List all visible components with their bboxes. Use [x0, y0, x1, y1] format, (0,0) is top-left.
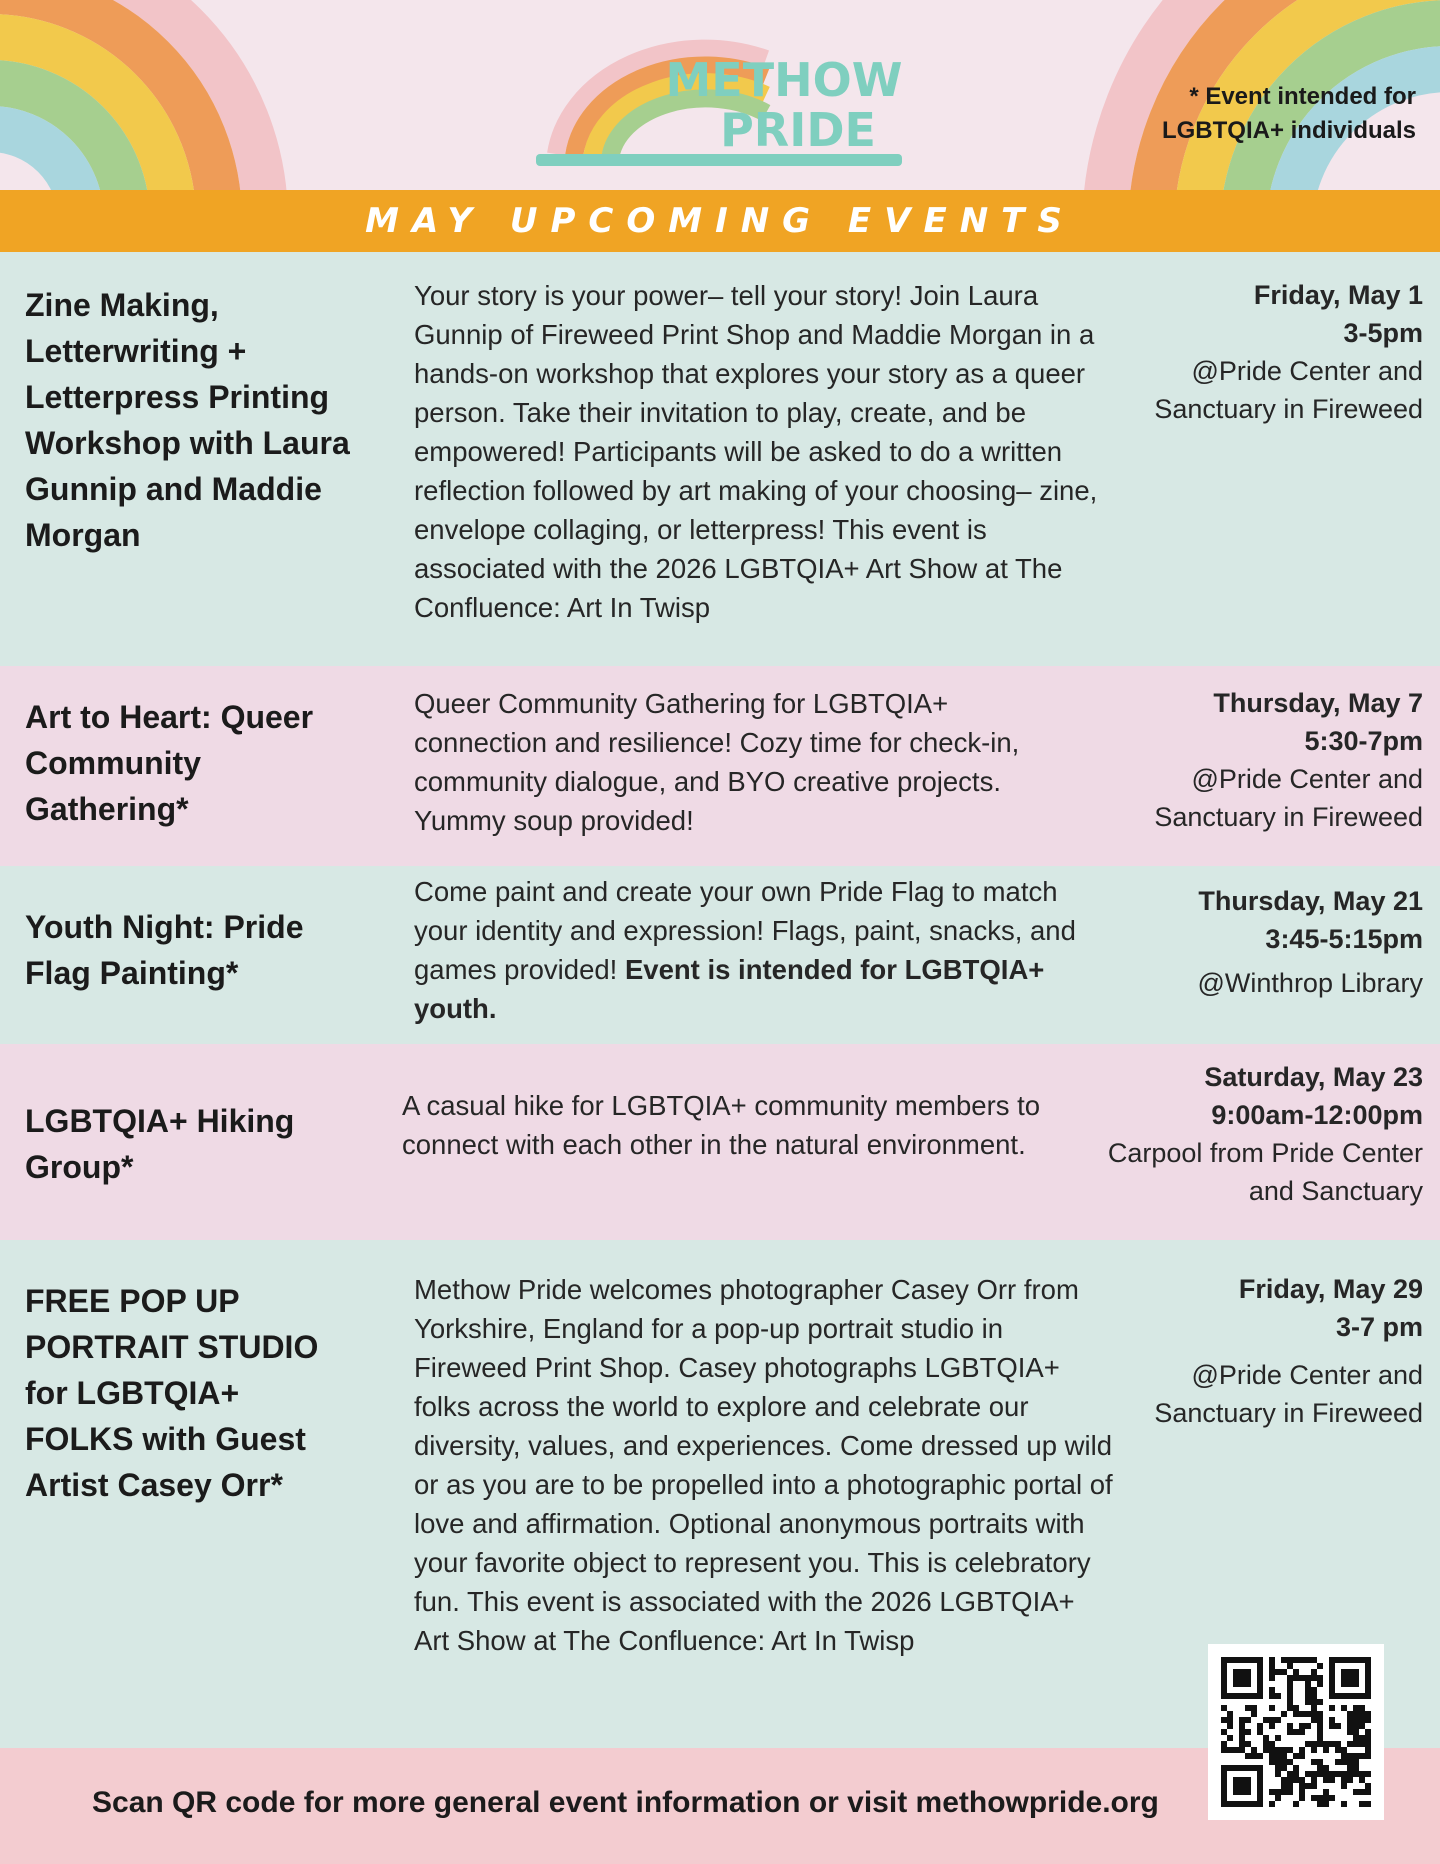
- event-place: @Pride Center and Sanctuary in Fireweed: [1154, 764, 1423, 832]
- header: [0, 0, 1440, 190]
- event-title: Youth Night: Pride Flag Painting*: [25, 909, 304, 991]
- logo-line1: METHOW: [665, 53, 903, 107]
- event-date: Thursday, May 21: [1198, 886, 1423, 916]
- event-row: [0, 1044, 1440, 1240]
- event-when: [1063, 882, 1423, 1002]
- event-description: Methow Pride welcomes photographer Casey Orr from Yorkshire, England for a pop-up portrait studio in Fireweed Print Shop. Casey photographs LGBTQIA+ folks across the world to explore and celebrate our diversity, values, and experiences. Come dressed up wild or as you are to be propelled into a photographic portal of love and affirmation. Optional anonymous portraits with your favorite object to represent you. This is celebratory fun. This event is associated with the 2026 LGBTQIA+ Art Show at The Confluence: Art In Twisp: [414, 1274, 1113, 1656]
- event-description: [414, 872, 1104, 1028]
- event-place: @Winthrop Library: [1197, 968, 1423, 998]
- methow-pride-logo: [536, 24, 904, 176]
- event-title: LGBTQIA+ Hiking Group*: [25, 1103, 295, 1185]
- banner: [0, 190, 1440, 252]
- event-place: @Pride Center and Sanctuary in Fireweed: [1154, 1360, 1423, 1428]
- audience-note: * Event intended for LGBTQIA+ individuals: [1161, 83, 1416, 144]
- qr-code[interactable]: [1208, 1644, 1384, 1820]
- event-row: [0, 866, 1440, 1044]
- event-title: Zine Making, Letterwriting + Letterpress Printing Workshop with Laura Gunnip and Maddie Morgan: [25, 287, 350, 553]
- event-time: 5:30-7pm: [1304, 726, 1423, 756]
- footer-text: Scan QR code for more general event information or visit methowpride.org: [92, 1786, 1159, 1819]
- event-when: [1063, 684, 1423, 836]
- event-date: Thursday, May 7: [1213, 688, 1423, 718]
- event-when: [1063, 276, 1423, 428]
- event-description-bold: Event is intended for LGBTQIA+ youth.: [414, 954, 1045, 1024]
- event-date: Friday, May 1: [1253, 280, 1423, 310]
- event-row: [0, 666, 1440, 866]
- event-row: [0, 252, 1440, 666]
- event-date: Saturday, May 23: [1204, 1062, 1423, 1092]
- event-when: [1063, 1270, 1423, 1432]
- event-date: Friday, May 29: [1238, 1274, 1423, 1304]
- event-description: A casual hike for LGBTQIA+ community members to connect with each other in the natural environment.: [402, 1090, 1041, 1160]
- event-description: Your story is your power– tell your story! Join Laura Gunnip of Fireweed Print Shop and Maddie Morgan in a hands-on workshop that explores your story as a queer person. Take their invitation to play, create, and be empowered! Participants will be asked to do a written reflection followed by art making of your choosing– zine, envelope collaging, or letterpress! This event is associated with the 2026 LGBTQIA+ Art Show at The Confluence: Art In Twisp: [414, 280, 1098, 623]
- banner-title: MAY UPCOMING EVENTS: [365, 201, 1075, 241]
- event-description: Queer Community Gathering for LGBTQIA+ connection and resilience! Cozy time for check-in, community dialogue, and BYO creative projects. Yummy soup provided!: [414, 688, 1020, 836]
- event-place: Carpool from Pride Center and Sanctuary: [1107, 1138, 1423, 1206]
- event-time: 9:00am-12:00pm: [1211, 1100, 1423, 1130]
- event-description-text: Come paint and create your own Pride Flag to match your identity and expression! Flags, paint, snacks, and games provided!: [414, 876, 1076, 985]
- event-when: [1073, 1058, 1423, 1210]
- qr-code-icon: [1221, 1657, 1371, 1807]
- event-place: @Pride Center and Sanctuary in Fireweed: [1154, 356, 1423, 424]
- event-time: 3:45-5:15pm: [1265, 924, 1423, 954]
- event-title: FREE POP UP PORTRAIT STUDIO for LGBTQIA+ FOLKS with Guest Artist Casey Orr*: [25, 1283, 319, 1503]
- event-title: Art to Heart: Queer Community Gathering*: [25, 699, 314, 827]
- event-time: 3-5pm: [1343, 318, 1423, 348]
- logo-line2: PRIDE: [720, 103, 876, 157]
- event-time: 3-7 pm: [1335, 1312, 1423, 1342]
